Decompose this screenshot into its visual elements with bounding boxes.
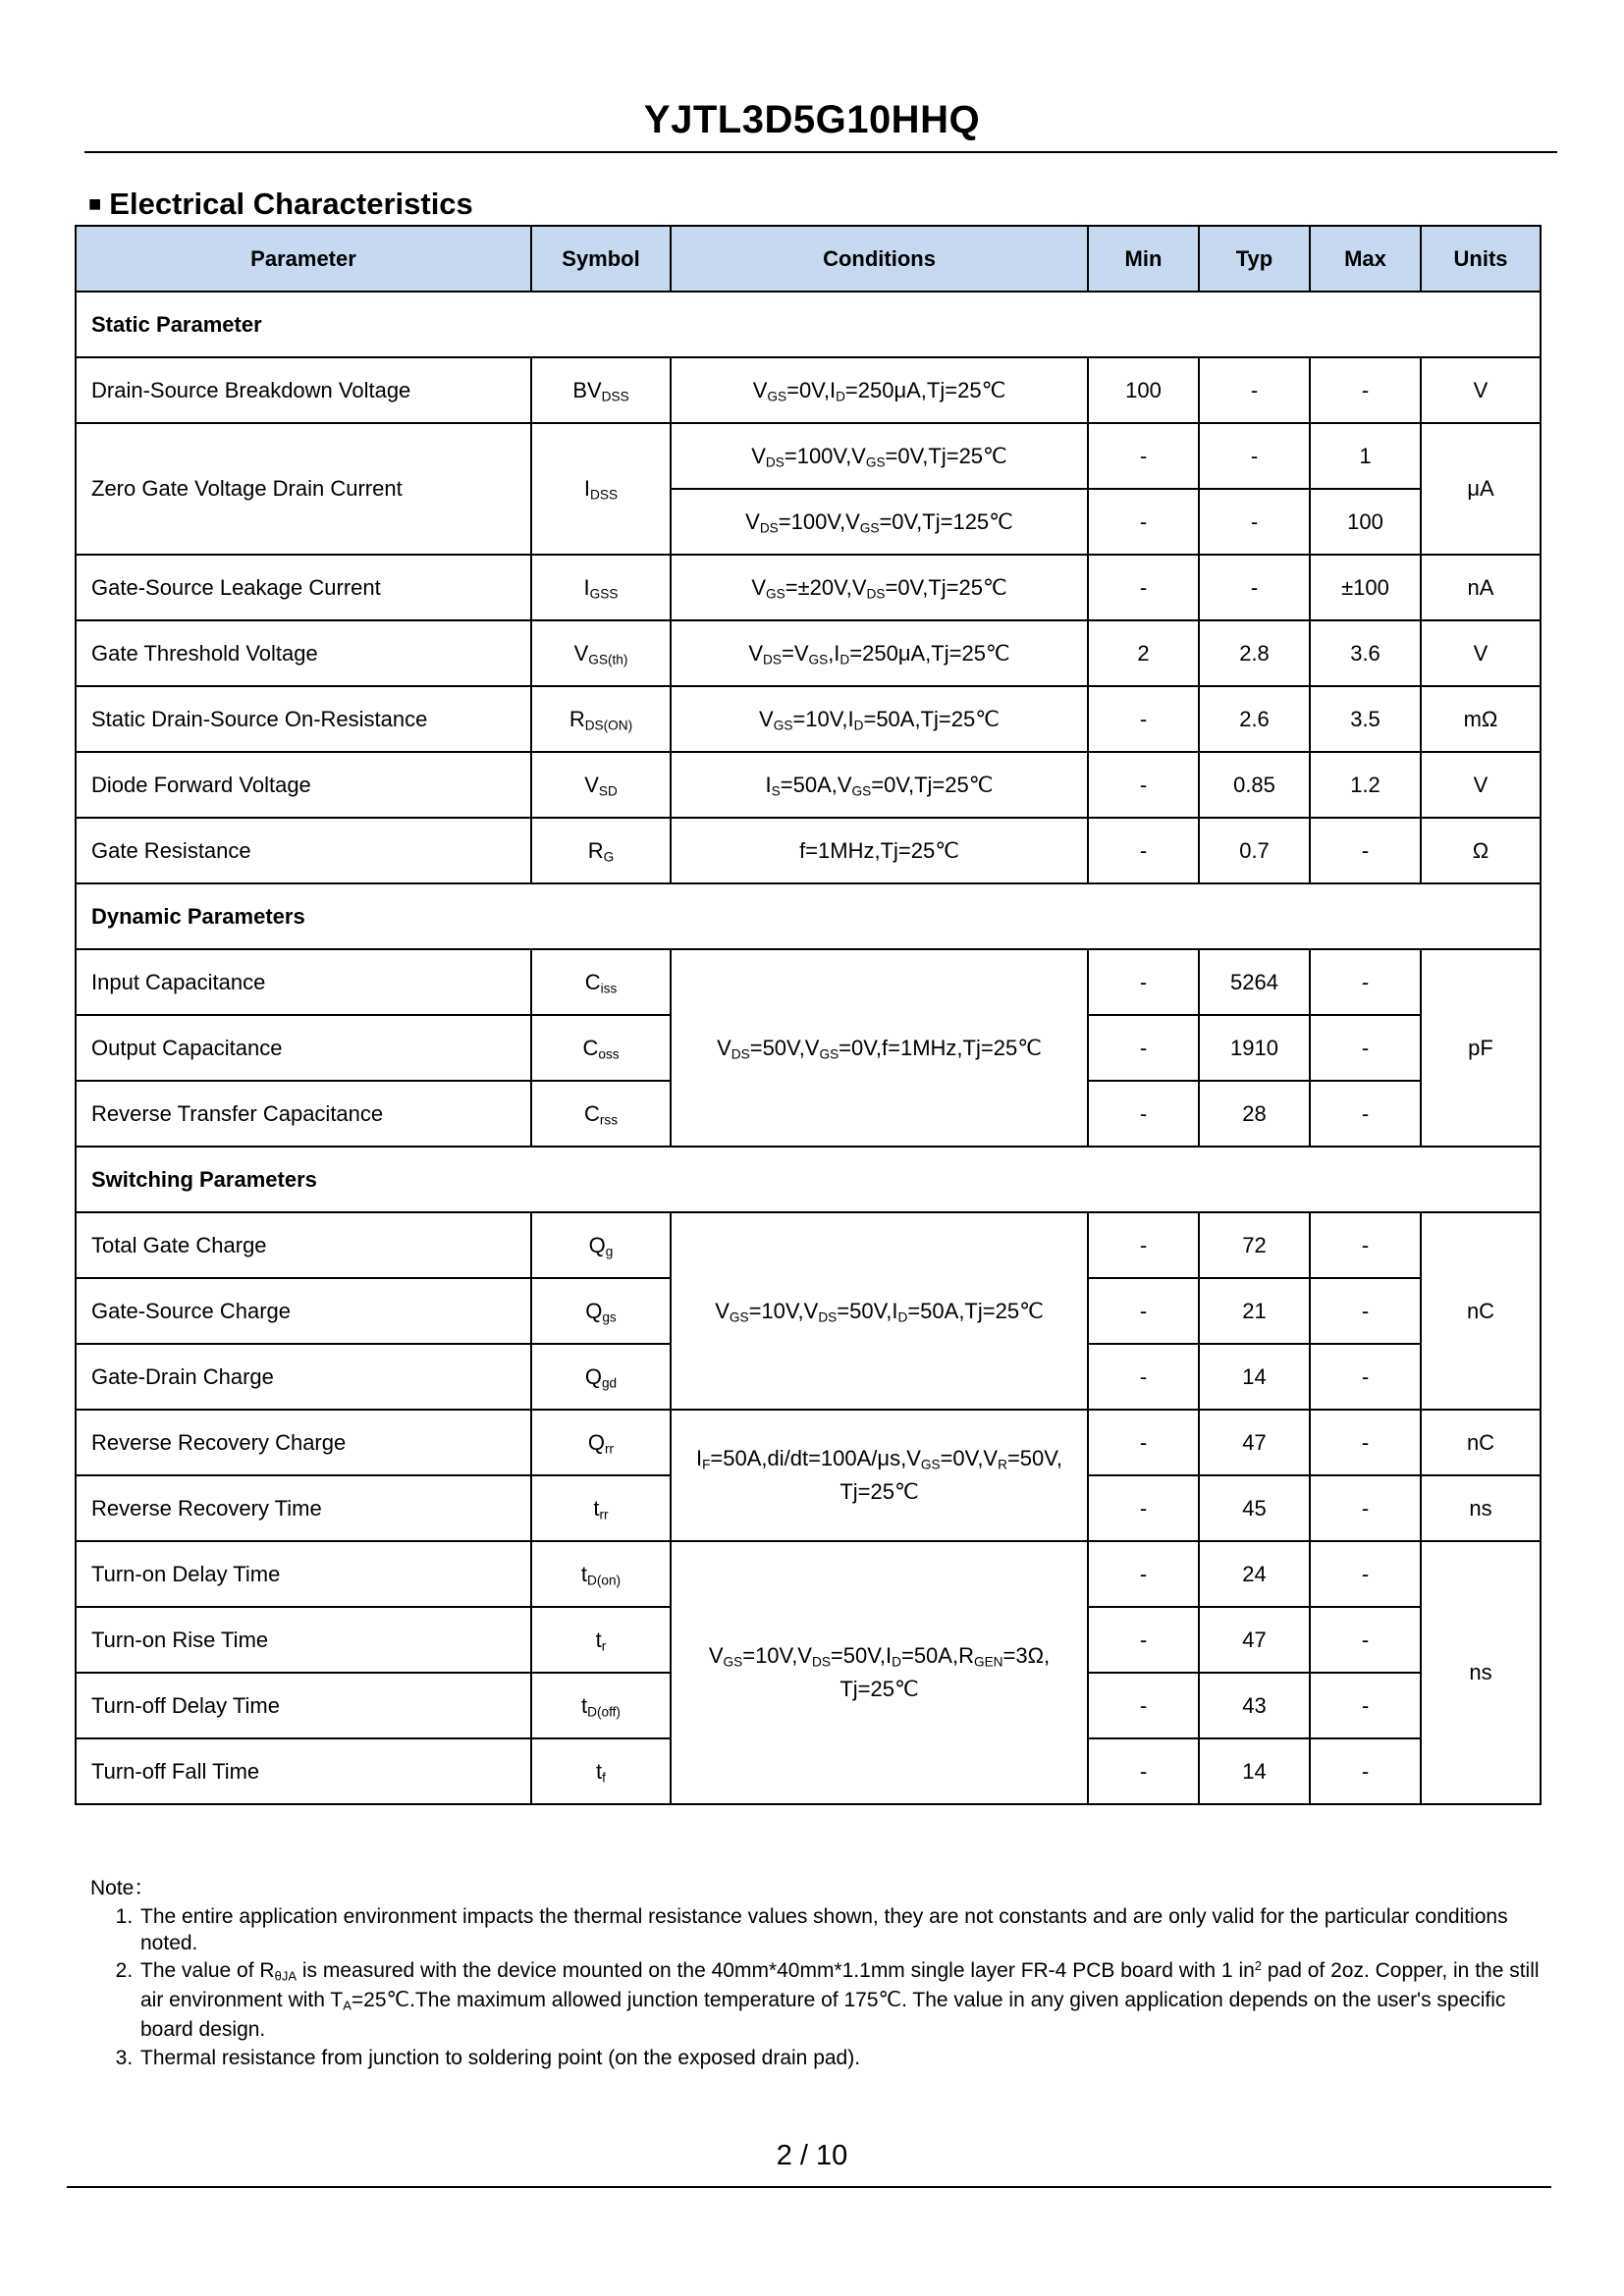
typ-cell: -	[1199, 489, 1310, 555]
symbol-cell: $t_r$	[531, 1607, 671, 1673]
note-item: 3. Thermal resistance from junction to soldering point (on the exposed drain pad).	[138, 2045, 1553, 2071]
units-cell: nA	[1421, 555, 1541, 620]
table-row	[76, 357, 1541, 423]
units-cell: V	[1421, 620, 1541, 686]
table-header-row	[76, 226, 1541, 292]
min-cell: -	[1088, 423, 1199, 489]
param-cell: Turn-off Delay Time	[76, 1673, 531, 1738]
table-row	[76, 1410, 1541, 1475]
document-title: YJTL3D5G10HHQ	[643, 98, 981, 141]
notes-list	[90, 1903, 1553, 2071]
param-cell: Turn-on Delay Time	[76, 1541, 531, 1607]
min-cell: -	[1088, 1212, 1199, 1278]
max-cell: -	[1310, 1081, 1421, 1147]
units-cell: nC	[1421, 1410, 1541, 1475]
units-cell: V	[1421, 357, 1541, 423]
param-cell: Gate Threshold Voltage	[76, 620, 531, 686]
electrical-characteristics-table	[75, 225, 1542, 1805]
units-cell: μA	[1421, 423, 1541, 555]
min-cell: -	[1088, 1344, 1199, 1410]
section-bullet: ■	[88, 191, 102, 216]
table-row	[76, 949, 1541, 1015]
typ-cell: -	[1199, 555, 1310, 620]
conditions-cell: $V_{GS}=10V,V_{DS}=50V,I_D=50A,Tj=25℃$	[671, 1212, 1088, 1410]
conditions-cell: $V_{DS}=50V,V_{GS}=0V,f=1MHz,Tj=25℃$	[671, 949, 1088, 1147]
typ-cell: 47	[1199, 1410, 1310, 1475]
conditions-cell: $V_{DS}=100V,V_{GS}=0V,Tj=125℃$	[671, 489, 1088, 555]
param-cell: Reverse Recovery Charge	[76, 1410, 531, 1475]
symbol-cell: $I_{DSS}$	[531, 423, 671, 555]
group-row	[76, 292, 1541, 357]
min-cell: -	[1088, 1738, 1199, 1804]
symbol-cell: $Q_{gd}$	[531, 1344, 671, 1410]
column-header: Units	[1421, 226, 1541, 292]
conditions-cell: $I_F=50A,di/dt=100A/\mu s,V_{GS}=0V,V_R=50V$, Tj=25℃	[671, 1410, 1088, 1541]
max-cell: -	[1310, 1344, 1421, 1410]
max-cell: -	[1310, 357, 1421, 423]
param-cell: Static Drain-Source On-Resistance	[76, 686, 531, 752]
typ-cell: 14	[1199, 1344, 1310, 1410]
max-cell: ±100	[1310, 555, 1421, 620]
min-cell: -	[1088, 555, 1199, 620]
conditions-cell: $V_{DS}=100V,V_{GS}=0V,Tj=25℃$	[671, 423, 1088, 489]
max-cell: 1	[1310, 423, 1421, 489]
symbol-cell: $C_{iss}$	[531, 949, 671, 1015]
symbol-cell: $C_{rss}$	[531, 1081, 671, 1147]
units-cell: ns	[1421, 1541, 1541, 1804]
units-cell: V	[1421, 752, 1541, 818]
max-cell: 3.5	[1310, 686, 1421, 752]
column-header: Conditions	[671, 226, 1088, 292]
max-cell: -	[1310, 949, 1421, 1015]
param-cell: Reverse Transfer Capacitance	[76, 1081, 531, 1147]
header-rule	[84, 151, 1557, 153]
param-cell: Total Gate Charge	[76, 1212, 531, 1278]
column-header: Min	[1088, 226, 1199, 292]
max-cell: 100	[1310, 489, 1421, 555]
symbol-cell: $Q_{gs}$	[531, 1278, 671, 1344]
units-cell: Ω	[1421, 818, 1541, 883]
units-cell: mΩ	[1421, 686, 1541, 752]
note-item: 1. The entire application environment impacts the thermal resistance values shown, they are not constants and are only valid for the particular conditions noted.	[138, 1903, 1553, 1956]
min-cell: 2	[1088, 620, 1199, 686]
param-cell: Gate Resistance	[76, 818, 531, 883]
column-header: Max	[1310, 226, 1421, 292]
typ-cell: -	[1199, 423, 1310, 489]
typ-cell: 2.8	[1199, 620, 1310, 686]
param-cell: Reverse Recovery Time	[76, 1475, 531, 1541]
section-title: Electrical Characteristics	[109, 187, 473, 221]
min-cell: -	[1088, 489, 1199, 555]
symbol-cell: $t_{rr}$	[531, 1475, 671, 1541]
typ-cell: 47	[1199, 1607, 1310, 1673]
typ-cell: 21	[1199, 1278, 1310, 1344]
max-cell: 3.6	[1310, 620, 1421, 686]
units-cell: nC	[1421, 1212, 1541, 1410]
table-row	[76, 1212, 1541, 1278]
min-cell: -	[1088, 1015, 1199, 1081]
min-cell: -	[1088, 1475, 1199, 1541]
typ-cell: 0.7	[1199, 818, 1310, 883]
min-cell: -	[1088, 1607, 1199, 1673]
min-cell: -	[1088, 1541, 1199, 1607]
symbol-cell: $BV_{DSS}$	[531, 357, 671, 423]
note-item: 2. The value of $R_{\theta JA}$ is measured with the device mounted on the 40mm*40mm*1.1mm single layer FR-4 PCB board with 1 $in^2$ pad of 2oz. Copper, in the still air environment with $T_A=25℃.The$ maximum allowed junction temperature of 175℃. The value in any given application depends on the user's specific board design.	[138, 1956, 1553, 2045]
table-row	[76, 555, 1541, 620]
max-cell: -	[1310, 818, 1421, 883]
min-cell: -	[1088, 949, 1199, 1015]
symbol-cell: $Q_g$	[531, 1212, 671, 1278]
param-cell: Zero Gate Voltage Drain Current	[76, 423, 531, 555]
footer-rule	[67, 2186, 1551, 2188]
conditions-cell: $I_S=50A,V_{GS}=0V,Tj=25℃$	[671, 752, 1088, 818]
symbol-cell: $t_f$	[531, 1738, 671, 1804]
group-label: Static Parameter	[76, 292, 1541, 357]
column-header: Symbol	[531, 226, 671, 292]
symbol-cell: $Q_{rr}$	[531, 1410, 671, 1475]
symbol-cell: $V_{GS(th)}$	[531, 620, 671, 686]
param-cell: Output Capacitance	[76, 1015, 531, 1081]
group-label: Switching Parameters	[76, 1147, 1541, 1212]
conditions-cell: $V_{GS}=\pm 20V,V_{DS}=0V,Tj=25℃$	[671, 555, 1088, 620]
table-row	[76, 752, 1541, 818]
param-cell: Diode Forward Voltage	[76, 752, 531, 818]
max-cell: 1.2	[1310, 752, 1421, 818]
symbol-cell: $C_{oss}$	[531, 1015, 671, 1081]
table-row	[76, 423, 1541, 489]
symbol-cell: $I_{GSS}$	[531, 555, 671, 620]
units-cell: ns	[1421, 1475, 1541, 1541]
typ-cell: 0.85	[1199, 752, 1310, 818]
max-cell: -	[1310, 1607, 1421, 1673]
group-row	[76, 883, 1541, 949]
conditions-cell: f=1MHz,Tj=25℃	[671, 818, 1088, 883]
min-cell: -	[1088, 752, 1199, 818]
symbol-cell: $R_G$	[531, 818, 671, 883]
column-header: Parameter	[76, 226, 531, 292]
max-cell: -	[1310, 1278, 1421, 1344]
max-cell: -	[1310, 1475, 1421, 1541]
min-cell: 100	[1088, 357, 1199, 423]
min-cell: -	[1088, 1278, 1199, 1344]
typ-cell: 28	[1199, 1081, 1310, 1147]
column-header: Typ	[1199, 226, 1310, 292]
typ-cell: 1910	[1199, 1015, 1310, 1081]
param-cell: Turn-on Rise Time	[76, 1607, 531, 1673]
typ-cell: 72	[1199, 1212, 1310, 1278]
symbol-cell: $V_{SD}$	[531, 752, 671, 818]
symbol-cell: $t_{D(off)}$	[531, 1673, 671, 1738]
symbol-cell: $t_{D(on)}$	[531, 1541, 671, 1607]
conditions-cell: $V_{GS}=10V,I_D=50A,Tj=25℃$	[671, 686, 1088, 752]
typ-cell: 43	[1199, 1673, 1310, 1738]
param-cell: Gate-Source Leakage Current	[76, 555, 531, 620]
min-cell: -	[1088, 686, 1199, 752]
typ-cell: 14	[1199, 1738, 1310, 1804]
table-row	[76, 620, 1541, 686]
min-cell: -	[1088, 818, 1199, 883]
table-row	[76, 818, 1541, 883]
group-row	[76, 1147, 1541, 1212]
max-cell: -	[1310, 1541, 1421, 1607]
symbol-cell: $R_{DS(ON)}$	[531, 686, 671, 752]
max-cell: -	[1310, 1410, 1421, 1475]
param-cell: Input Capacitance	[76, 949, 531, 1015]
max-cell: -	[1310, 1738, 1421, 1804]
table-row	[76, 686, 1541, 752]
notes	[90, 1875, 1553, 2071]
group-label: Dynamic Parameters	[76, 883, 1541, 949]
min-cell: -	[1088, 1673, 1199, 1738]
notes-label: Note：	[90, 1877, 155, 1899]
param-cell: Gate-Drain Charge	[76, 1344, 531, 1410]
typ-cell: 45	[1199, 1475, 1310, 1541]
max-cell: -	[1310, 1212, 1421, 1278]
conditions-cell: $V_{DS}=V_{GS},I_D=250\mu A,Tj=25℃$	[671, 620, 1088, 686]
max-cell: -	[1310, 1673, 1421, 1738]
min-cell: -	[1088, 1410, 1199, 1475]
max-cell: -	[1310, 1015, 1421, 1081]
section-heading	[88, 187, 473, 222]
conditions-cell: $V_{GS}=10V,V_{DS}=50V,I_D=50A,R_{GEN}=3\Omega$, Tj=25℃	[671, 1541, 1088, 1804]
param-cell: Turn-off Fall Time	[76, 1738, 531, 1804]
typ-cell: -	[1199, 357, 1310, 423]
typ-cell: 5264	[1199, 949, 1310, 1015]
min-cell: -	[1088, 1081, 1199, 1147]
param-cell: Gate-Source Charge	[76, 1278, 531, 1344]
table-row	[76, 1541, 1541, 1607]
page-number: 2 / 10	[776, 2140, 848, 2171]
units-cell: pF	[1421, 949, 1541, 1147]
param-cell: Drain-Source Breakdown Voltage	[76, 357, 531, 423]
typ-cell: 2.6	[1199, 686, 1310, 752]
conditions-cell: $V_{GS}=0V,I_D=250\mu A,Tj=25℃$	[671, 357, 1088, 423]
typ-cell: 24	[1199, 1541, 1310, 1607]
